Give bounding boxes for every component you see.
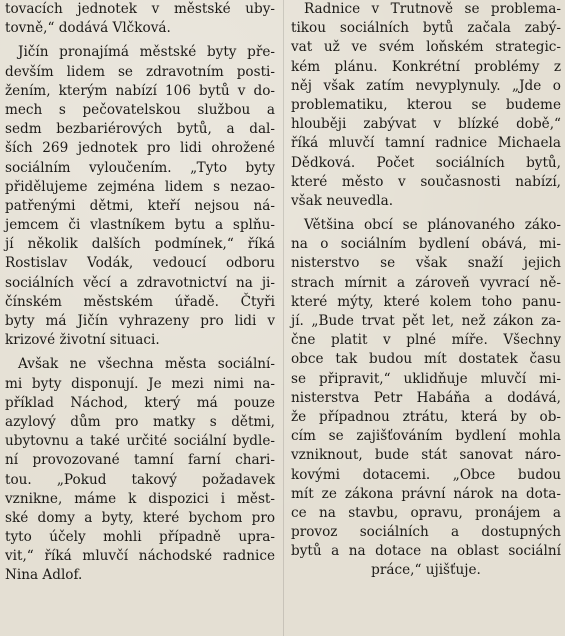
article-paragraph: tovacích jednotek v městské uby- tovně,“ dodává Vlčková. <box>5 1 275 37</box>
article-paragraph: Avšak ne všechna města sociální- mi byty disponují. Je mezi nimi na- příklad Náchod, který má pouze azylový dům pro matky s dětmi, ubytovnu a také určité sociální bydle- ní provozované tamní farní chari- tou. „Pokud takový požadavek vznikne, máme k dispozici i měst- ské domy a byty, které bychom pro tyto účely mohli případně upra- vit,“ říká mluvčí náchodské radnice Nina Adlof. <box>5 356 275 584</box>
article-column-left <box>5 0 275 586</box>
article-paragraph: Většina obcí se plánovaného záko- na o sociálním bydlení obává, mi- nisterstvo se však snaží jejich strach mírnit a zároveň vyvrací ně- které mýty, které kolem toho panu- jí. „Bude trvat pět let, než zákon za- čne platit v plné míře. Všechny obce tak budou mít dostatek času se připravit,“ uklidňuje mluvčí mi- nisterstva Petr Habáňa a dodává, že případnou ztrátu, která by ob- cím se zajišťováním bydlení mohla vzniknout, bude stát sanovat náro- kovými dotacemi. „Obce budou mít ze zákona právní nárok na dota- ce na stavbu, opravu, pronájem a provoz sociálních a dostupných bytů a na dotace na oblast sociální práce,“ ujišťuje. <box>291 217 561 579</box>
article-column-right <box>291 0 561 581</box>
column-divider <box>283 0 284 636</box>
article-paragraph: Radnice v Trutnově se problema- tikou sociálních bytů začala zabý- vat už ve svém loňském strategic- kém plánu. Konkrétní problémy z něj však zatím nevyplynuly. „Jde o problematiku, kterou se budeme hlouběji zabývat v blízké době,“ říká mluvčí tamní radnice Michaela Dědková. Počet sociálních bytů, které město v současnosti nabízí, však neuvedla. <box>291 1 561 209</box>
article-paragraph: Jičín pronajímá městské byty pře- devším lidem se zdravotním posti- žením, kterým nabízí 106 bytů v do- mech s pečovatelskou službou a sedm bezbariérových bytů, a dal- ších 269 jednotek pro lidi ohrožené sociálním vyloučením. „Tyto byty přidělujeme zejména lidem s nezao- patřenými dětmi, kteří nejsou ná- jemcem či vlastníkem bytu a splňu- jí několik dalších podmínek,“ říká Rostislav Vodák, vedoucí odboru sociálních věcí a zdravotnictví na ji- čínském městském úřadě. Čtyři byty má Jičín vyhrazeny pro lidi v krizové životní situaci. <box>5 44 275 349</box>
